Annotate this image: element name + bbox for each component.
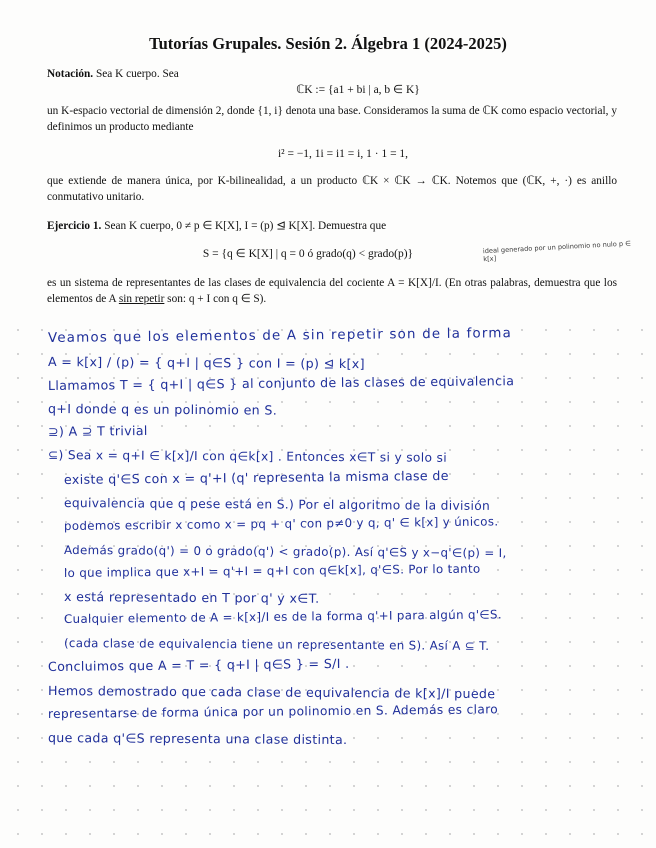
- handwritten-line: Veamos que los elementos de A sin repetir son de la forma: [47, 326, 513, 346]
- ck-definition: ℂK := {a1 + bi | a, b ∈ K}: [296, 84, 420, 96]
- handwritten-line: Hemos demostrado que cada clase de equivalencia de k[x]/I puede: [47, 683, 496, 702]
- handwritten-line: lo que implica que x+I = q'+I = q+I con q∈k[x], q'∈S. Por lo tanto: [63, 561, 481, 580]
- notation-paragraph-1: un K-espacio vectorial de dimensión 2, donde {1, i} denota una base. Consideramos la suma de ℂK como espacio vectorial, y definimos un producto mediante: [47, 105, 617, 133]
- handwritten-line: equivalencia que q pese está en S.) Por el algoritmo de la división: [63, 496, 491, 513]
- handwritten-line: podemos escribir x como x = pq + q' con p≠0 y q, q' ∈ k[x] y únicos.: [63, 514, 499, 533]
- handwritten-line: Llamamos T = { q+I | q∈S } al conjunto de las clases de equivalencia: [47, 373, 515, 393]
- set-s-definition: S = {q ∈ K[X] | q = 0 ó grado(q) < grado(p)}: [202, 248, 414, 260]
- handwritten-line: que cada q'∈S representa una clase distinta.: [47, 730, 348, 748]
- document-title: Tutorías Grupales. Sesión 2. Álgebra 1 (2024-2025): [149, 34, 507, 53]
- handwritten-line: representarse de forma única por un polinomio en S. Además es claro: [47, 702, 499, 721]
- handwritten-line: ⊇) A ⊇ T trivial: [47, 422, 148, 439]
- handwritten-line: (cada clase de equivalencia tiene un representante en S). Así A ⊆ T.: [63, 636, 490, 653]
- notation-label: Notación.: [47, 68, 94, 80]
- product-rules: i² = −1, 1i = i1 = i, 1 · 1 = 1,: [277, 148, 409, 160]
- exercise-label: Ejercicio 1.: [47, 220, 102, 232]
- handwritten-line: A = k[x] / (p) = { q+I | q∈S } con I = (p) ⊴ k[x]: [47, 354, 365, 372]
- exercise-text: Sean K cuerpo, 0 ≠ p ∈ K[X], I = (p) ⊴ K[X]. Demuestra que: [104, 220, 387, 232]
- handwritten-line: q+I donde q es un polinomio en S.: [47, 401, 278, 418]
- notation-intro: [47, 67, 617, 83]
- exercise-paragraph-2: [47, 276, 617, 307]
- handwritten-line: Concluimos que A = T = { q+I | q∈S } = S/I .: [47, 655, 350, 674]
- exercise-text-a: es un sistema de representantes de las clases de equivalencia del cociente A = K[X]/I. (En otras palabras, demuestra que los elementos de A: [47, 277, 617, 305]
- handwritten-line: x está representado en T por q' y x∈T.: [63, 589, 320, 606]
- exercise-statement: [47, 219, 617, 235]
- handwritten-line: existe q'∈S con x = q'+I (q' representa la misma clase de: [63, 467, 449, 487]
- exercise-text-b: son: q + I con q ∈ S).: [164, 292, 267, 305]
- sin-repetir-underlined: sin repetir: [118, 292, 165, 305]
- handwritten-line: ⊆) Sea x = q+I ∈ k[x]/I con q∈k[x] . Entonces x∈T si y solo si: [47, 448, 448, 465]
- handwritten-line: Además grado(q') = 0 o grado(q') < grado(p). Así q'∈S y x−q'∈(p) = I,: [63, 543, 507, 561]
- handwritten-line: Cualquier elemento de A = k[x]/I es de la forma q'+I para algún q'∈S.: [63, 607, 503, 626]
- notation-intro-text: Sea K cuerpo. Sea: [95, 68, 179, 80]
- margin-handwritten-note: ideal generado por un polinomio no nulo p ∈ k[x]: [482, 239, 632, 264]
- notation-paragraph-2: que extiende de manera única, por K-bilinealidad, a un producto ℂK × ℂK → ℂK. Notemos que (ℂK, +, ·) es anillo conmutativo unitario.: [47, 175, 617, 203]
